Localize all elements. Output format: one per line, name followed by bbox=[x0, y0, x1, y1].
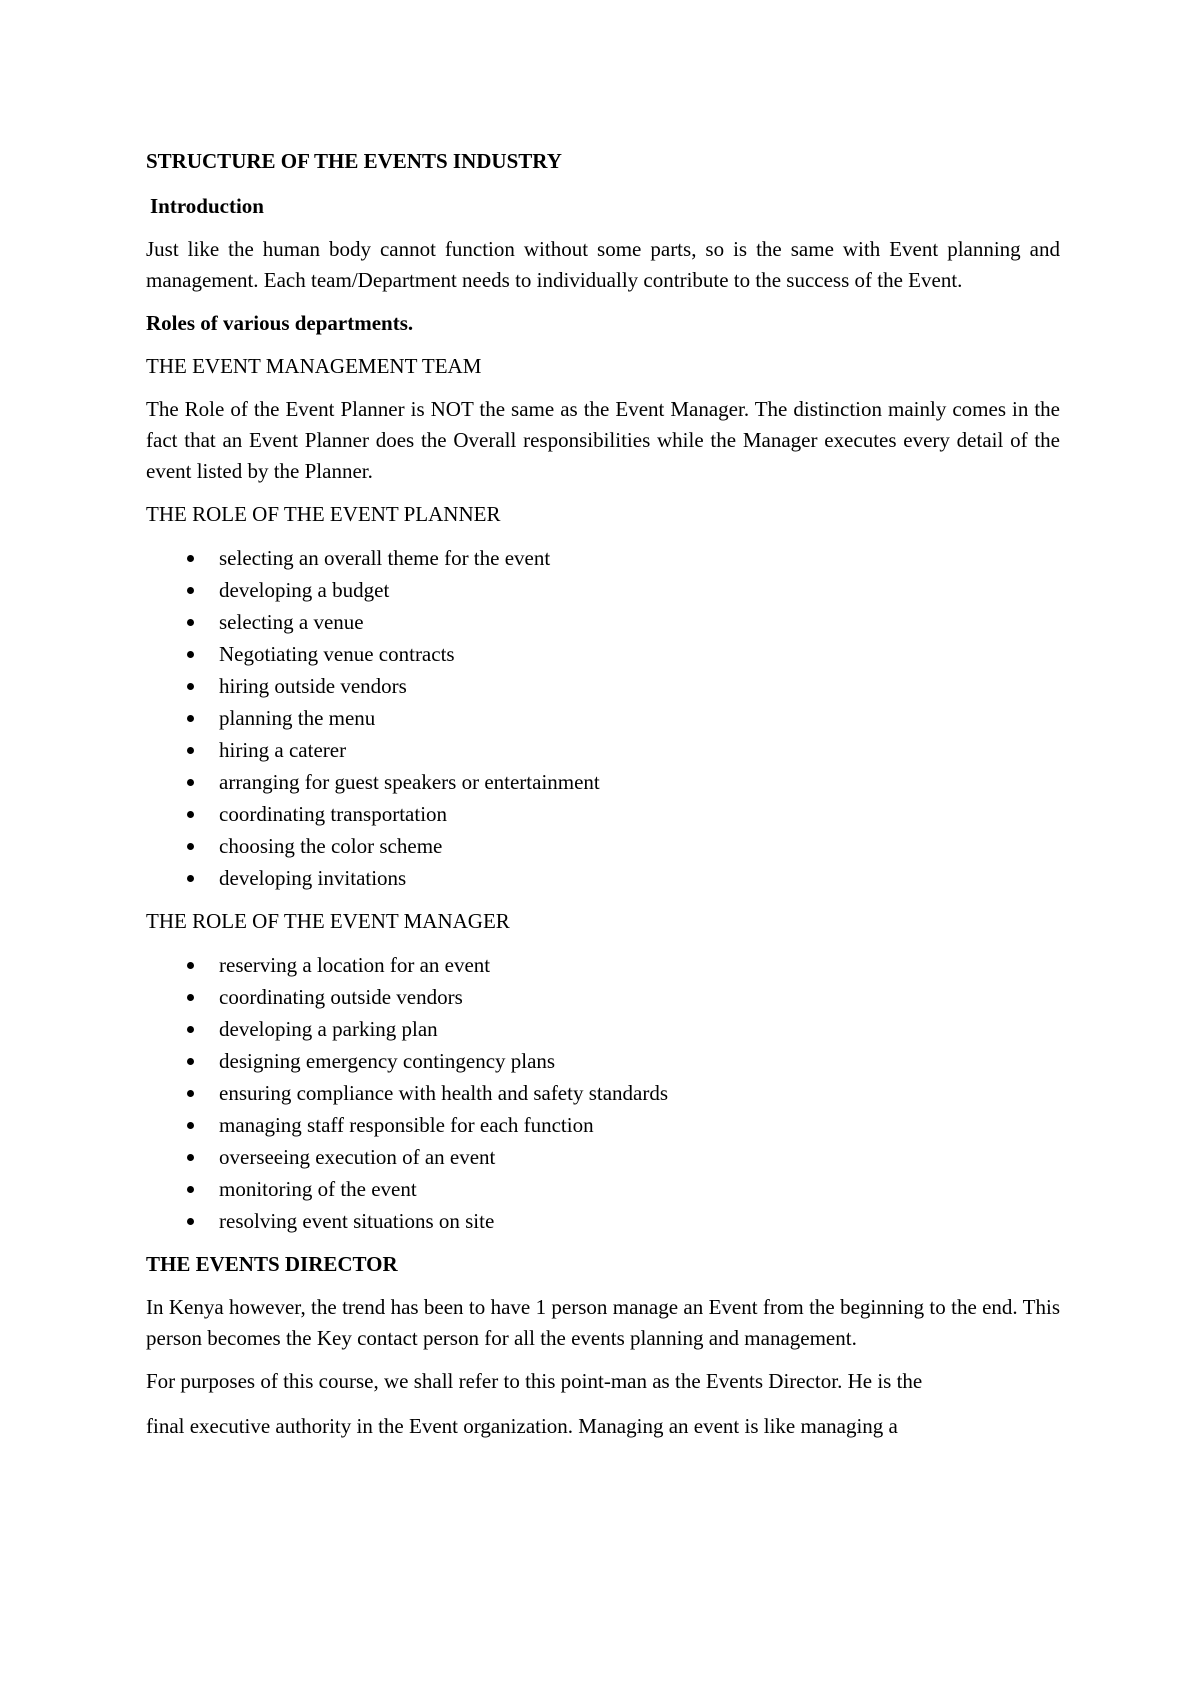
bullet-icon bbox=[187, 994, 194, 1001]
list-item-text: Negotiating venue contracts bbox=[219, 642, 455, 666]
bullet-icon bbox=[187, 779, 194, 786]
events-director-paragraph: In Kenya however, the trend has been to have 1 person manage an Event from the beginning to the end. This person becomes the Key contact person for all the events planning and management. bbox=[146, 1295, 1060, 1350]
event-manager-heading: THE ROLE OF THE EVENT MANAGER bbox=[146, 909, 510, 933]
events-director-heading: THE EVENTS DIRECTOR bbox=[146, 1252, 398, 1276]
list-item-text: selecting a venue bbox=[219, 610, 364, 634]
list-item bbox=[146, 1013, 1060, 1045]
bullet-icon bbox=[187, 1154, 194, 1161]
event-planner-list bbox=[146, 542, 1060, 894]
list-item bbox=[146, 734, 1060, 766]
document-title: STRUCTURE OF THE EVENTS INDUSTRY bbox=[146, 149, 562, 173]
list-item-text: arranging for guest speakers or entertainment bbox=[219, 770, 600, 794]
bullet-icon bbox=[187, 587, 194, 594]
list-item-text: developing a budget bbox=[219, 578, 390, 602]
list-item-text: hiring a caterer bbox=[219, 738, 347, 762]
bullet-icon bbox=[187, 715, 194, 722]
list-item bbox=[146, 574, 1060, 606]
bullet-icon bbox=[187, 1122, 194, 1129]
list-item bbox=[146, 670, 1060, 702]
bullet-icon bbox=[187, 1058, 194, 1065]
list-item-text: coordinating outside vendors bbox=[219, 985, 463, 1009]
bullet-icon bbox=[187, 747, 194, 754]
list-item-text: managing staff responsible for each function bbox=[219, 1113, 594, 1137]
event-planner-heading: THE ROLE OF THE EVENT PLANNER bbox=[146, 502, 501, 526]
list-item bbox=[146, 862, 1060, 894]
list-item bbox=[146, 1045, 1060, 1077]
list-item-text: coordinating transportation bbox=[219, 802, 448, 826]
event-management-team-paragraph: The Role of the Event Planner is NOT the same as the Event Manager. The distinction mainly comes in the fact that an Event Planner does the Overall responsibilities while the Manager executes every detail of the event listed by the Planner. bbox=[146, 397, 1060, 483]
events-director-line: For purposes of this course, we shall refer to this point-man as the Events Director. He is the bbox=[146, 1369, 923, 1393]
bullet-icon bbox=[187, 651, 194, 658]
list-item bbox=[146, 638, 1060, 670]
introduction-paragraph: Just like the human body cannot function without some parts, so is the same with Event planning and management. Each team/Department needs to individually contribute to the success of the Event. bbox=[146, 237, 1060, 292]
list-item-text: developing a parking plan bbox=[219, 1017, 438, 1041]
list-item bbox=[146, 798, 1060, 830]
list-item-text: resolving event situations on site bbox=[219, 1209, 495, 1233]
list-item bbox=[146, 1173, 1060, 1205]
bullet-icon bbox=[187, 962, 194, 969]
document-page bbox=[146, 146, 1060, 1456]
bullet-icon bbox=[187, 683, 194, 690]
list-item-text: overseeing execution of an event bbox=[219, 1145, 496, 1169]
bullet-icon bbox=[187, 811, 194, 818]
list-item bbox=[146, 1141, 1060, 1173]
list-item bbox=[146, 1109, 1060, 1141]
list-item-text: reserving a location for an event bbox=[219, 953, 491, 977]
bullet-icon bbox=[187, 1090, 194, 1097]
list-item-text: ensuring compliance with health and safety standards bbox=[219, 1081, 669, 1105]
bullet-icon bbox=[187, 619, 194, 626]
bullet-icon bbox=[187, 843, 194, 850]
bullet-icon bbox=[187, 555, 194, 562]
introduction-heading: Introduction bbox=[150, 194, 264, 218]
list-item-text: choosing the color scheme bbox=[219, 834, 443, 858]
list-item bbox=[146, 981, 1060, 1013]
roles-heading: Roles of various departments. bbox=[146, 311, 414, 335]
bullet-icon bbox=[187, 875, 194, 882]
list-item-text: developing invitations bbox=[219, 866, 407, 890]
event-management-team-heading: THE EVENT MANAGEMENT TEAM bbox=[146, 354, 482, 378]
list-item-text: hiring outside vendors bbox=[219, 674, 407, 698]
events-director-line: final executive authority in the Event organization. Managing an event is like managing a bbox=[146, 1414, 898, 1438]
list-item bbox=[146, 542, 1060, 574]
list-item bbox=[146, 1205, 1060, 1237]
list-item bbox=[146, 606, 1060, 638]
list-item bbox=[146, 949, 1060, 981]
bullet-icon bbox=[187, 1218, 194, 1225]
list-item-text: selecting an overall theme for the event bbox=[219, 546, 551, 570]
list-item-text: planning the menu bbox=[219, 706, 376, 730]
list-item-text: designing emergency contingency plans bbox=[219, 1049, 556, 1073]
list-item-text: monitoring of the event bbox=[219, 1177, 417, 1201]
bullet-icon bbox=[187, 1026, 194, 1033]
list-item bbox=[146, 702, 1060, 734]
event-manager-list bbox=[146, 949, 1060, 1237]
bullet-icon bbox=[187, 1186, 194, 1193]
list-item bbox=[146, 766, 1060, 798]
list-item bbox=[146, 830, 1060, 862]
list-item bbox=[146, 1077, 1060, 1109]
